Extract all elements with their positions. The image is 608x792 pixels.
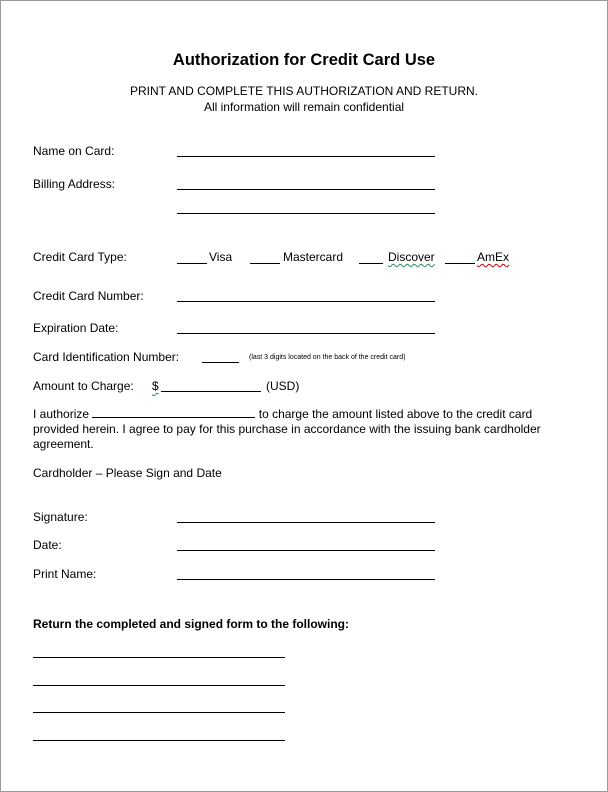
signature-label: Signature: bbox=[33, 510, 88, 524]
billing-address-label: Billing Address: bbox=[33, 177, 116, 191]
date-field[interactable] bbox=[177, 550, 435, 551]
cid-note: (last 3 digits located on the back of the credit card) bbox=[249, 354, 406, 361]
amount-unit: (USD) bbox=[266, 379, 300, 393]
return-address-line-1[interactable] bbox=[33, 657, 285, 658]
card-type-mastercard: Mastercard bbox=[283, 250, 344, 264]
card-type-visa: Visa bbox=[209, 250, 233, 264]
visa-checkbox-blank[interactable] bbox=[177, 263, 207, 264]
return-address-line-3[interactable] bbox=[33, 712, 285, 713]
authorization-paragraph bbox=[33, 406, 581, 452]
cid-label: Card Identification Number: bbox=[33, 350, 180, 364]
name-on-card-label: Name on Card: bbox=[33, 144, 115, 158]
billing-address-line-1[interactable] bbox=[177, 189, 435, 190]
billing-address-line-2[interactable] bbox=[177, 213, 435, 214]
card-type-discover: Discover bbox=[388, 250, 435, 264]
confidential-note: All information will remain confidential bbox=[203, 100, 405, 114]
form-title: Authorization for Credit Card Use bbox=[172, 51, 436, 69]
merchant-name-field[interactable] bbox=[92, 406, 255, 418]
authorize-prefix: I authorize bbox=[33, 407, 90, 421]
authorize-text: to charge the amount listed above to the credit card provided herein. I agree to pay for this purchase in accordance with the issuing bank cardholder agreement. bbox=[33, 407, 541, 451]
print-name-field[interactable] bbox=[177, 579, 435, 580]
card-type-label: Credit Card Type: bbox=[33, 250, 127, 264]
amount-label: Amount to Charge: bbox=[33, 379, 134, 393]
return-heading: Return the completed and signed form to the following: bbox=[33, 617, 349, 631]
cid-field[interactable] bbox=[202, 362, 239, 363]
print-name-label: Print Name: bbox=[33, 567, 97, 581]
card-type-amex: AmEx bbox=[477, 250, 510, 264]
date-label: Date: bbox=[33, 538, 62, 552]
card-number-field[interactable] bbox=[177, 301, 435, 302]
card-number-label: Credit Card Number: bbox=[33, 289, 144, 303]
return-address-line-4[interactable] bbox=[33, 740, 285, 741]
return-address-line-2[interactable] bbox=[33, 685, 285, 686]
amex-checkbox-blank[interactable] bbox=[445, 263, 475, 264]
discover-checkbox-blank[interactable] bbox=[359, 263, 383, 264]
sign-heading: Cardholder – Please Sign and Date bbox=[33, 466, 222, 480]
dollar-sign: $ bbox=[152, 379, 159, 393]
mastercard-checkbox-blank[interactable] bbox=[250, 263, 280, 264]
form-instructions: PRINT AND COMPLETE THIS AUTHORIZATION AND RETURN. bbox=[129, 84, 479, 98]
expiration-date-label: Expiration Date: bbox=[33, 321, 119, 335]
amount-field[interactable] bbox=[161, 391, 261, 392]
signature-field[interactable] bbox=[177, 522, 435, 523]
name-on-card-field[interactable] bbox=[177, 156, 435, 157]
expiration-date-field[interactable] bbox=[177, 333, 435, 334]
